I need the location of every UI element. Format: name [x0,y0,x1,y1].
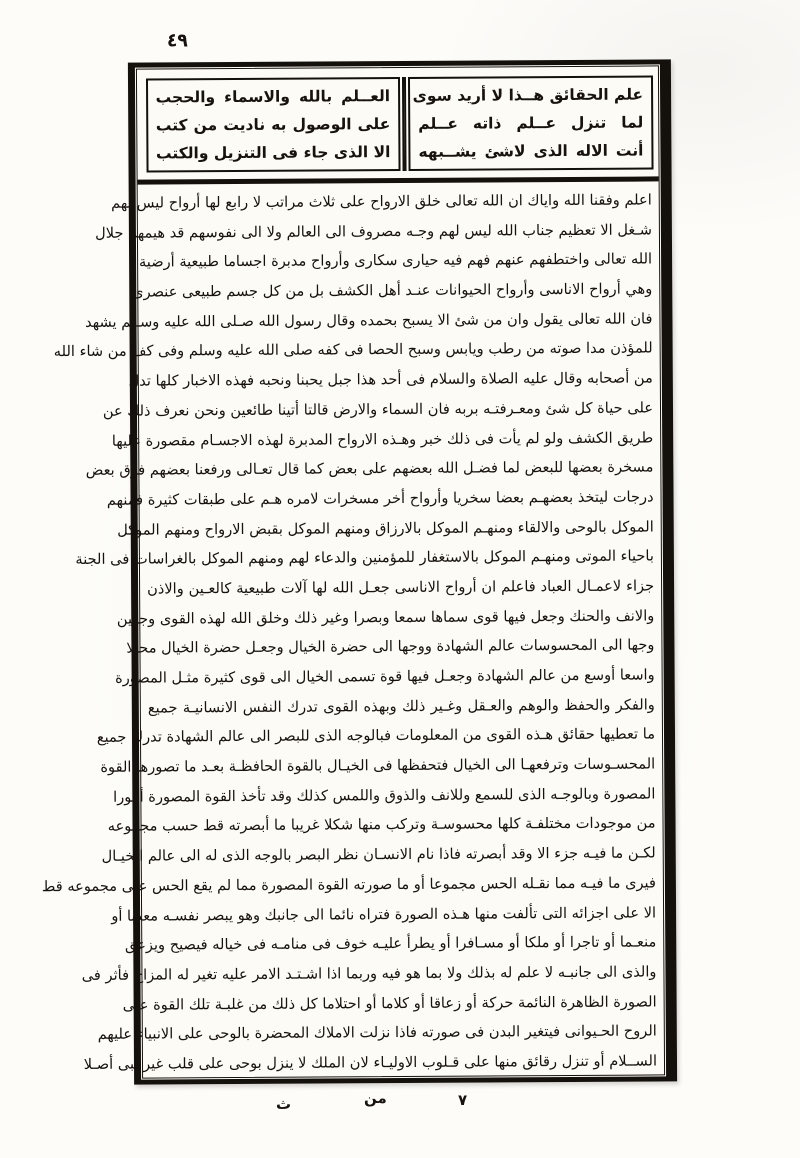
body-line: والفكر والحفظ والوهم والعـقل وغـير ذلك وبهذه القوى تدرك النفس الانسانيـة جميع [147,696,655,717]
body-line: لكـن ما فيـه جزء الا وقد أبصرته فاذا نام الانسـان نظر البصر بالوجه الذى له الى عالم الخيـال [101,844,656,865]
body-line: مسخرة بعضها للبعض لما فضـل الله بعضهم على بعض كما قال تعـالى ورفعنا بعضهم فوق بعض [85,458,654,480]
body-line: على حياة كل شئ ومعـرفتـه بربه فان السماء والارض قالتا أتينا طائعين ونحن نعرف ذلك عن [102,399,654,420]
header-verse-line: العــلم بالله والاسماء والحجب [155,87,391,107]
header-verse-line: علم الحقائق هــذا لا أريد سوى [412,85,644,105]
body-line: الصورة الظاهرة النائمة حركة أو زعاقا أو كلاما أو احتلاما كل ذلك من غلبـة تلك القوة على [122,993,657,1014]
header-band [137,66,659,184]
body-line: باحياء الموتى ومنهـم الموكل بالاستغفار للمؤمنين والدعاء لهم ومنهم الموكل بالغراسات فى الجنة [75,547,654,569]
body-line: للمؤذن مدا صوته من رطب ويابس وسبح الحصا فى كفه صلى الله عليه وسلم وفى كف من شاء الله [53,339,653,361]
body-line: من أصحابه وقال عليه الصلاة والسلام فى أحد هذا جبل يحبنا ونحبه فهذه الاخبار كلها تدل [128,369,653,390]
body-line: والذى الى جانبـه لا علم له بذلك ولا بما هو فيه وربما اذا اشـتـد الامر عليه تغير له المزاج فأثر فى [81,963,657,984]
catchword-mark: ث [276,1095,292,1113]
body-line: المحسـوسات وترفعهـا الى الخيال فتحفظها فى الخيـال بالقوة الحافظـة بعـد ما تصورها القوة [100,755,656,776]
body-line: وهي أرواح الاناسى وأرواح الحيوانات عنـد أهل الكشف بل من كل جسم طبيعى عنصرى [132,280,653,301]
body-line: اعلم وفقنا الله واياك ان الله تعالى خلق الارواح على ثلاث مراتب لا رابع لها أرواح ليس لهم [111,191,652,212]
body-line: الموكل بالوحى والالقاء ومنهـم الموكل بالارزاق ومنهم الموكل بقبض الارواح ومنهم الموكل [117,518,654,539]
body-line: شـغل الا تعظيم جناب الله ليس لهم وجـه مصروف الى العالم ولا الى نفوسهم قد هيمهم جلال [95,221,652,242]
page-number: ٤٩ [167,29,188,53]
body-line: المصورة وبالوجـه الذى للسمع وللانف والذوق واللمس كذلك وقد تأخذ القوة المصورة أمورا [113,785,656,806]
header-double-rule-divider [402,77,407,171]
body-line: من موجودات مختلفـة كلها محسوسـة وتركب منها شكلا غريبا ما أبصرته قط حسب مجموعه [107,814,656,836]
catchword-mark: من [364,1089,387,1107]
page-frame [41,59,677,1084]
body-line: واسعا أوسع من عالم الشهادة وجعـل فيها قوة تسمى الخيال الى قوى كثيرة مثـل المصورة [115,666,655,687]
header-box-left [145,77,400,173]
quire-number-mark: ٧ [458,1091,468,1109]
header-verse-line: على الوصول به ناديت من كتب [155,115,391,135]
page-frame-inner-rule [41,65,665,1078]
body-line: والانف والحنك وجعل فيها قوى سماها سمعا وبصرا وغير ذلك وخلق الله لهذه القوى وجهين [116,607,655,628]
body-text-block [41,181,664,1079]
body-line: منعـما أو تاجرا أو ملكا أو مسـافرا أو يطرأ عليـه خوف فى منامـه فى خياله فيصيح ويزعق [124,933,657,954]
body-line: وجها الى المحسوسات عالم الشهادة ووجها الى حضرة الخيال وجعـل حضرة الخيال محـلا [126,636,655,658]
body-line: جزاء لاعمـال العباد فاعلم ان أرواح الاناسى جعـل الله لها آلات طبيعية كالعـين والاذن [147,577,655,598]
body-line: الســلام أو تنزل رقائق منها على قـلوب الاوليـاء لان الملك لا ينزل بوحى على قلب غير نبى أصـلا [83,1052,658,1073]
body-line: فان الله تعالى يقول وان من شئ الا يسبح بحمده وقال رسول الله صـلى الله عليه وسـلم يشهد [85,310,653,331]
body-line: الا على اجزائه التى تألفت منها هـذه الصورة فتراه نائما الى جانبك وهو يبصر نفسـه معذبا أو [111,903,657,925]
header-verse-line: لما تنزل عــلم ذاته عــلم [418,113,644,133]
header-box-right [408,75,654,170]
header-verse-line: أنت الاله الذى لاشئ يشــبهه [418,141,644,161]
header-verse-line: الا الذى جاء فى التنزيل والكتب [155,143,391,163]
body-line: درجات ليتخذ بعضهـم بعضا سخريا وأرواح أخر مسخرات لامره هـم على طبقات كثيرة فمنهم [106,488,654,509]
body-line: فيرى ما فيـه مما نقـله الحس مجموعا أو ما صورته القوة المصورة مما لم يقع الحس على مجموعه قط [41,874,656,896]
body-line: ما تعطيها حقائق هـذه القوى من المعلومات فبالوجه الذى للبصر الى عالم الشهادة تدرك جميع [96,725,656,747]
body-line: طريق الكشف ولو لم يأت فى ذلك خبر وهـذه الارواح المدبرة لهذه الاجسـام مقصورة عليها [111,428,654,450]
body-line: الله تعالى واختطفهم عنهم فهم فيه حيارى سكارى وأرواح مدبرة اجساما طبيعية أرضية [138,250,653,271]
body-line: الروح الحـيوانى فيتغير البدن فى صورته فاذا نزلت الاملاك المحضرة بالوحى على الانبياء عليهم [97,1022,657,1044]
